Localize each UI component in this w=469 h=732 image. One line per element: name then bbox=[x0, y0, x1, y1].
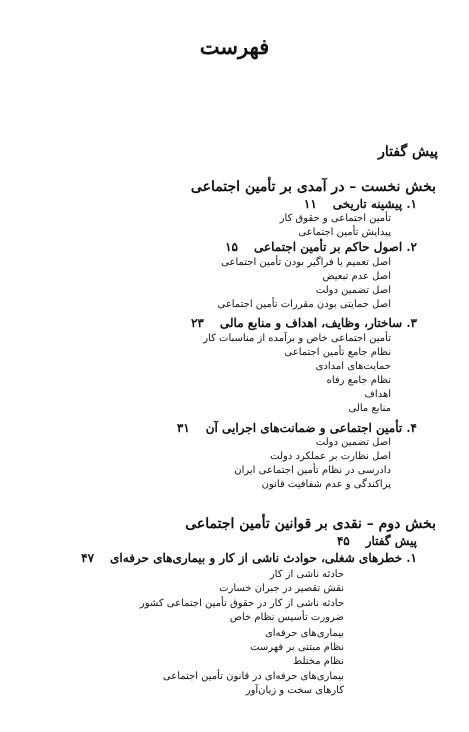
toc-entry bbox=[177, 420, 417, 436]
toc-subentry bbox=[163, 670, 344, 683]
toc-entry-text: حادثه ناشی از کار در حقوق تأمین اجتماعی کشور bbox=[139, 598, 344, 609]
toc-entry bbox=[225, 239, 417, 255]
toc-subentry bbox=[219, 582, 344, 595]
toc-entry bbox=[81, 550, 417, 566]
toc-page-number: ۴۷ bbox=[81, 551, 95, 565]
toc-section-heading bbox=[185, 515, 436, 533]
toc-entry-text: نظام مختلط bbox=[292, 656, 344, 667]
toc-subentry bbox=[293, 655, 344, 668]
toc-entry-text: نظام جامع تأمین اجتماعی bbox=[284, 347, 391, 358]
toc-entry-text: ۲. اصول حاکم بر تأمین اجتماعی bbox=[253, 240, 417, 254]
toc-subentry bbox=[230, 611, 344, 624]
toc-entry-text: بخش نخست – در آمدی بر تأمین اجتماعی bbox=[190, 179, 436, 195]
toc-subentry bbox=[270, 568, 344, 581]
toc-entry-text: منابع مالی bbox=[348, 403, 391, 414]
toc-entry-text: پیش گفتار bbox=[365, 534, 417, 548]
toc-subentry bbox=[203, 332, 391, 345]
toc-entry-text: اصل نظارت بر عملکرد دولت bbox=[270, 451, 391, 462]
toc-entry-text: اصل حمایتی بودن مقررات تأمین اجتماعی bbox=[217, 299, 391, 310]
toc-entry bbox=[337, 533, 417, 549]
toc-entry-text: حمایت‌های امدادی bbox=[315, 361, 391, 372]
toc-page-number: ۲۳ bbox=[190, 316, 204, 330]
toc-page-number: ۱۱ bbox=[303, 197, 317, 211]
toc-subentry bbox=[327, 374, 391, 387]
toc-entry-text: ۱. پیشینه تاریخی bbox=[332, 197, 417, 211]
toc-subentry bbox=[365, 388, 391, 401]
toc-subentry bbox=[316, 284, 391, 297]
toc-subentry bbox=[265, 627, 344, 640]
toc-entry-text: بیماری‌های حرفه‌ای در قانون تأمین اجتماعی bbox=[162, 671, 344, 682]
toc-entry-text: اهداف bbox=[364, 389, 391, 400]
toc-entry-text: کارهای سخت و زیان‌آور bbox=[245, 685, 344, 696]
toc-entry-text: بیماری‌های حرفه‌ای bbox=[264, 628, 344, 639]
toc-entry-text: ضرورت تأسیس نظام خاص bbox=[229, 612, 344, 623]
toc-subentry bbox=[217, 298, 391, 311]
toc-entry-text: اصل تعمیم یا فراگیر بودن تأمین اجتماعی bbox=[221, 257, 391, 268]
toc-entry bbox=[304, 196, 417, 212]
toc-page-number: ۴۵ bbox=[336, 534, 350, 548]
toc-entry-text: اصل تضمین دولت bbox=[315, 437, 391, 448]
toc-page-number: ۳۱ bbox=[176, 421, 190, 435]
toc-page-number: ۱۵ bbox=[225, 240, 238, 254]
toc-section-heading bbox=[378, 143, 438, 161]
toc-entry-text: نظام مبتنی بر فهرست bbox=[250, 642, 344, 653]
toc-entry-text: ۱. خطرهای شغلی، حوادث ناشی از کار و بیماری‌های حرفه‌ای bbox=[110, 551, 417, 565]
toc-entry-text: نقش تقصیر در جبران خسارت bbox=[219, 583, 344, 594]
toc-subentry bbox=[322, 270, 391, 283]
toc-entry-text: دادرسی در نظام تأمین اجتماعی ایران bbox=[234, 465, 391, 476]
toc-entry-text: پراکندگی و عدم شفافیت قانون bbox=[261, 479, 391, 490]
toc-subentry bbox=[250, 641, 344, 654]
toc-entry-text: ۴. تأمین اجتماعی و ضمانت‌های اجرایی آن bbox=[205, 421, 417, 435]
toc-subentry bbox=[316, 360, 391, 373]
toc-subentry bbox=[262, 478, 391, 491]
toc-subentry bbox=[349, 402, 392, 415]
toc-subentry bbox=[270, 450, 391, 463]
toc-entry-text: تأمین اجتماعی و حقوق کار bbox=[279, 213, 391, 224]
toc-entry-text: اصل تضمین دولت bbox=[315, 285, 391, 296]
toc-subentry bbox=[221, 256, 391, 269]
toc-subentry bbox=[280, 212, 391, 225]
toc-entry-text: نظام جامع رفاه bbox=[326, 375, 391, 386]
toc-entry-text: حادثه ناشی از کار bbox=[269, 569, 344, 580]
toc-subentry bbox=[298, 226, 391, 239]
toc-subentry bbox=[140, 597, 344, 610]
toc-subentry bbox=[284, 346, 391, 359]
toc-entry-text: تأمین اجتماعی خاص و برآمده از مناسبات کار bbox=[203, 333, 391, 344]
toc-subentry bbox=[246, 684, 344, 697]
toc-entry-text: اصل عدم تبعیض bbox=[322, 271, 391, 282]
toc-subentry bbox=[316, 436, 391, 449]
page-title: فهرست bbox=[199, 34, 270, 59]
toc-entry-text: بخش دوم – نقدی بر قوانین تأمین اجتماعی bbox=[185, 516, 436, 532]
toc-entry bbox=[191, 315, 417, 331]
toc-entry-text: ۳. ساختار، وظایف، اهداف و منابع مالی bbox=[219, 316, 417, 330]
toc-section-heading bbox=[191, 178, 436, 196]
toc-entry-text: پیش گفتار bbox=[378, 144, 438, 160]
toc-entry-text: پیدایش تأمین اجتماعی bbox=[298, 227, 391, 238]
toc-subentry bbox=[234, 464, 391, 477]
